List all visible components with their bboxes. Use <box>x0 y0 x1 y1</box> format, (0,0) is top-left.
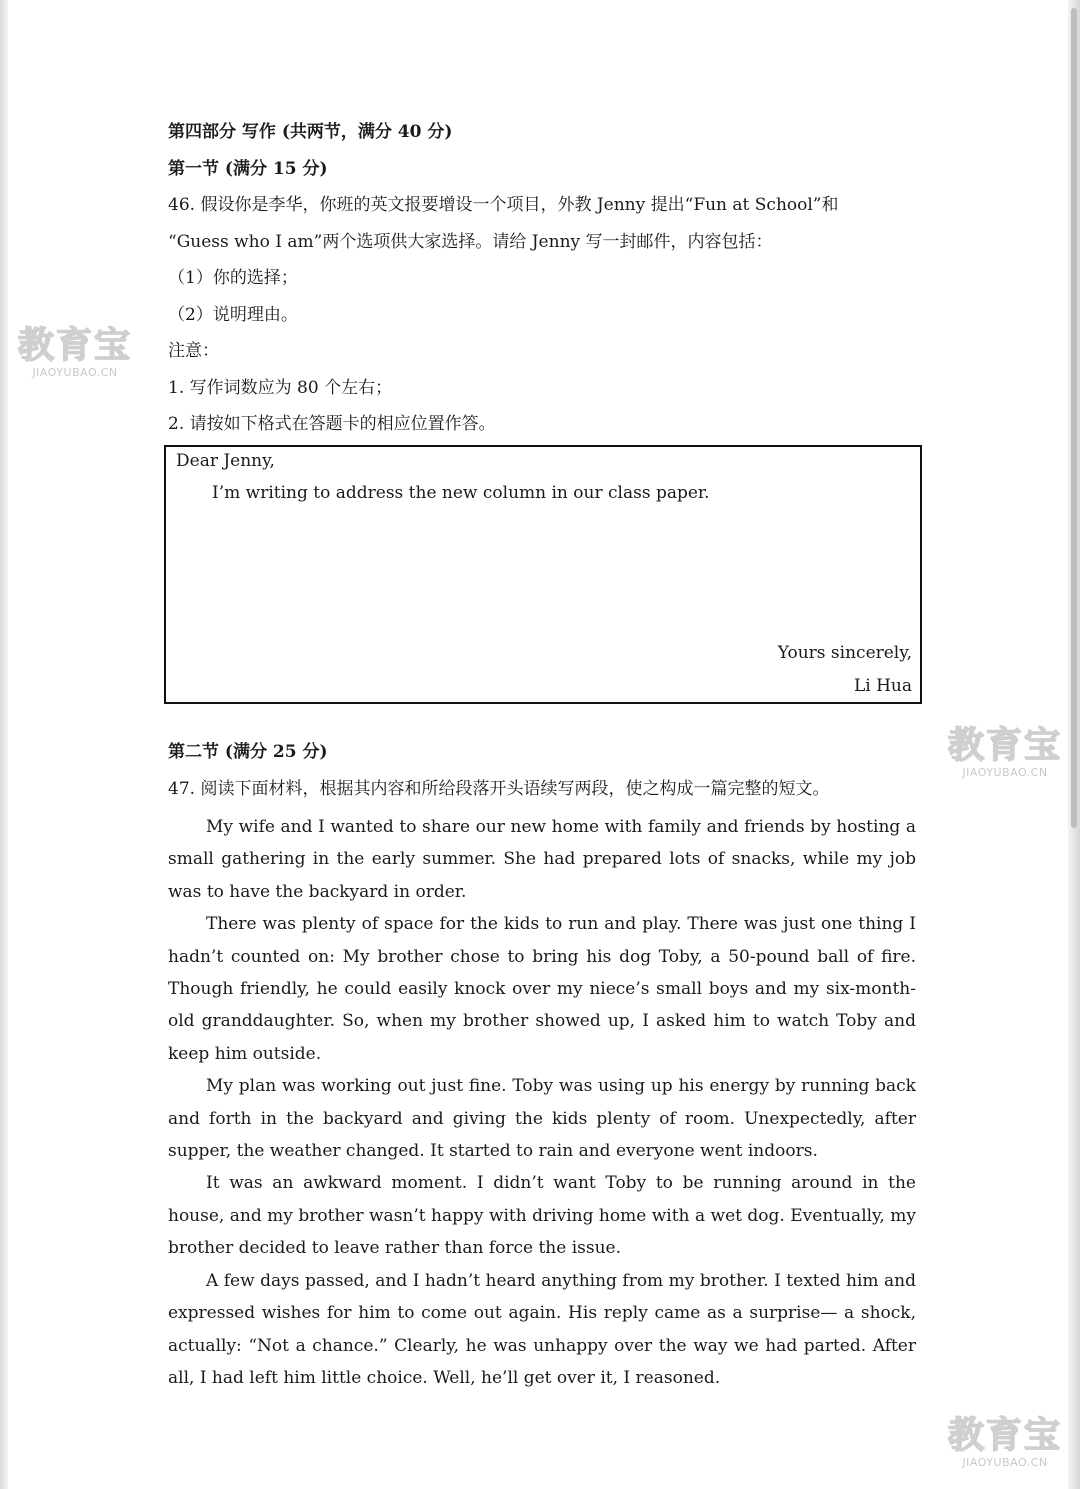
watermark-url: JIAOYUBAO.CN <box>962 1456 1048 1469</box>
part-title: 第四部分 写作 (共两节，满分 40 分) <box>168 122 453 142</box>
watermark-logo <box>18 325 133 379</box>
letter-signature: Li Hua <box>853 676 912 696</box>
passage-paragraph: My plan was working out just fine. Toby was using up his energy by running back and forth in the backyard and giving the kids plenty of room. Unexpectedly, after supper, the weather changed. It started to rain and everyone went indoors. <box>168 1076 916 1162</box>
question-46-line-1: 46. 假设你是李华，你班的英文报要增设一个项目，外教 Jenny 提出“Fun at School”和 <box>168 195 839 215</box>
letter-opening: I’m writing to address the new column in our class paper. <box>212 483 710 503</box>
page-left-edge <box>0 0 8 1489</box>
section-2 <box>168 738 916 1394</box>
watermark-url: JIAOYUBAO.CN <box>32 366 118 379</box>
letter-closing: Yours sincerely, <box>777 643 912 663</box>
question-46-item-2: （2）说明理由。 <box>168 304 298 325</box>
question-46-line-2: “Guess who I am”两个选项供大家选择。请给 Jenny 写一封邮件，内容包括： <box>168 231 773 252</box>
section-2-title: 第二节 (满分 25 分) <box>168 742 328 762</box>
section-1 <box>168 118 918 447</box>
question-46-item-1: （1）你的选择； <box>168 268 298 288</box>
page-right-edge <box>1068 0 1080 1489</box>
section-1-title: 第一节 (满分 15 分) <box>168 158 328 179</box>
watermark-logo <box>948 725 1063 779</box>
note-1: 1. 写作词数应为 80 个左右； <box>168 377 393 398</box>
notes-label: 注意： <box>168 341 219 361</box>
reading-passage <box>168 811 916 1394</box>
scrollbar-thumb[interactable] <box>1071 8 1077 828</box>
watermark-text: 教育宝 <box>948 1415 1063 1456</box>
watermark-text: 教育宝 <box>948 725 1063 766</box>
letter-template-box <box>164 445 922 704</box>
watermark-url: JIAOYUBAO.CN <box>962 766 1048 779</box>
watermark-logo <box>948 1415 1063 1469</box>
passage-paragraph: It was an awkward moment. I didn’t want Toby to be running around in the house, and my brother wasn’t happy with driving home with a wet dog. Eventually, my brother decided to leave rather than force the issue. <box>168 1173 916 1259</box>
passage-paragraph: My wife and I wanted to share our new home with family and friends by hosting a small gathering in the early summer. She had prepared lots of snacks, while my job was to have the backyard in order. <box>168 817 916 902</box>
passage-paragraph: A few days passed, and I hadn’t heard anything from my brother. I texted him and expressed wishes for him to come out again. His reply came as a surprise— a shock, actually: “Not a chance.” Clearly, he was unhappy over the way we had parted. After all, I had left him little choice. Well, he’ll get over it, I reasoned. <box>168 1270 916 1388</box>
letter-salutation: Dear Jenny, <box>176 451 275 471</box>
watermark-text: 教育宝 <box>18 325 133 366</box>
passage-paragraph: There was plenty of space for the kids to run and play. There was just one thing I hadn’t counted on: My brother chose to bring his dog Toby, a 50-pound ball of fire. Though friendly, he could easily knock over my niece’s small boys and my six-month-old granddaughter. So, when my brother showed up, I asked him to watch Toby and keep him outside. <box>168 914 916 1064</box>
note-2: 2. 请按如下格式在答题卡的相应位置作答。 <box>168 414 496 434</box>
question-47: 47. 阅读下面材料，根据其内容和所给段落开头语续写两段，使之构成一篇完整的短文。 <box>168 778 830 799</box>
